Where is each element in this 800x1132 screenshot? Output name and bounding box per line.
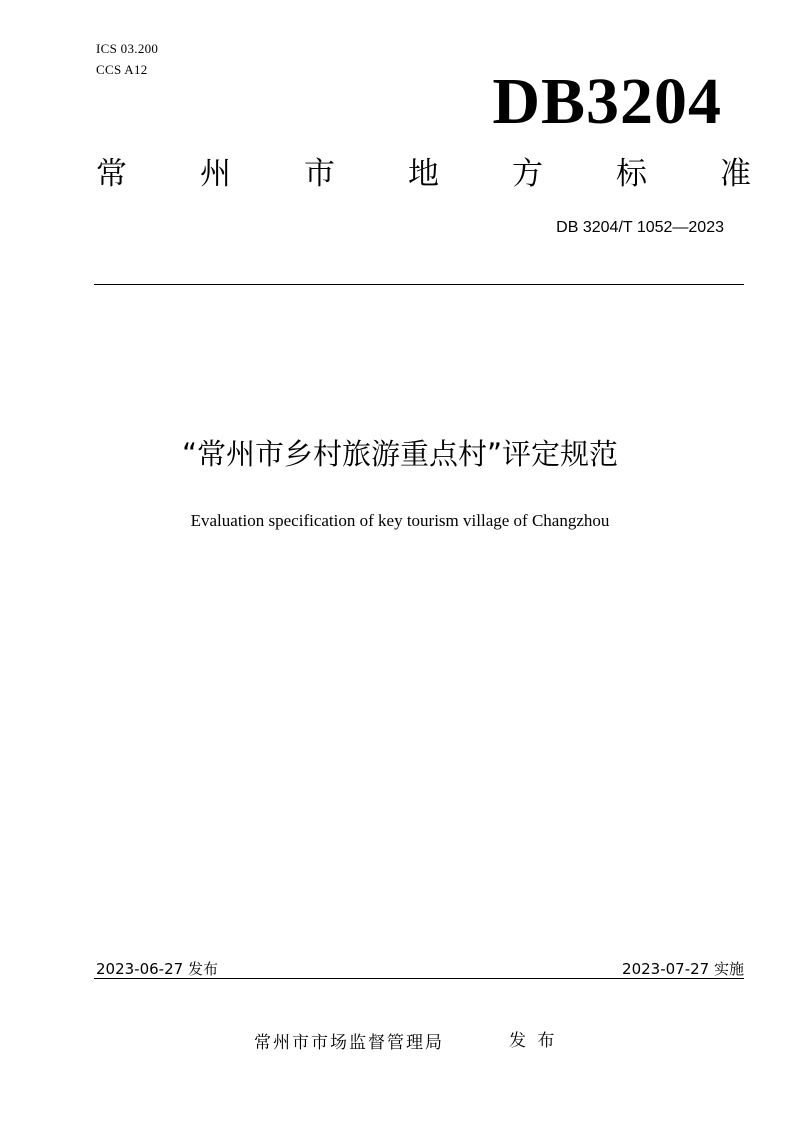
standard-type-char: 市 bbox=[304, 156, 335, 192]
standard-number: DB 3204/T 1052—2023 bbox=[556, 219, 724, 236]
top-divider bbox=[94, 284, 744, 285]
implementation-date: 2023-07-27 实施 bbox=[622, 960, 744, 978]
document-title-english: Evaluation specification of key tourism village of Changzhou bbox=[190, 511, 610, 530]
standard-type-heading bbox=[96, 154, 751, 194]
publish-label: 发 布 bbox=[509, 1031, 555, 1051]
standard-type-char: 常 bbox=[96, 156, 127, 192]
bottom-divider bbox=[94, 978, 744, 979]
standard-type-char: 方 bbox=[512, 156, 543, 192]
issuing-authority: 常州市市场监督管理局 bbox=[254, 1033, 444, 1053]
document-title-chinese: “常州市乡村旅游重点村”评定规范 bbox=[181, 437, 619, 471]
standard-type-char: 标 bbox=[616, 156, 647, 192]
ccs-code: CCS A12 bbox=[96, 62, 148, 77]
db-code-heading: DB3204 bbox=[492, 65, 722, 138]
standard-type-char: 地 bbox=[408, 156, 439, 192]
ics-code: ICS 03.200 bbox=[96, 41, 159, 56]
standard-type-char: 州 bbox=[200, 156, 231, 192]
release-date: 2023-06-27 发布 bbox=[96, 960, 218, 978]
standard-type-char: 准 bbox=[720, 156, 751, 192]
